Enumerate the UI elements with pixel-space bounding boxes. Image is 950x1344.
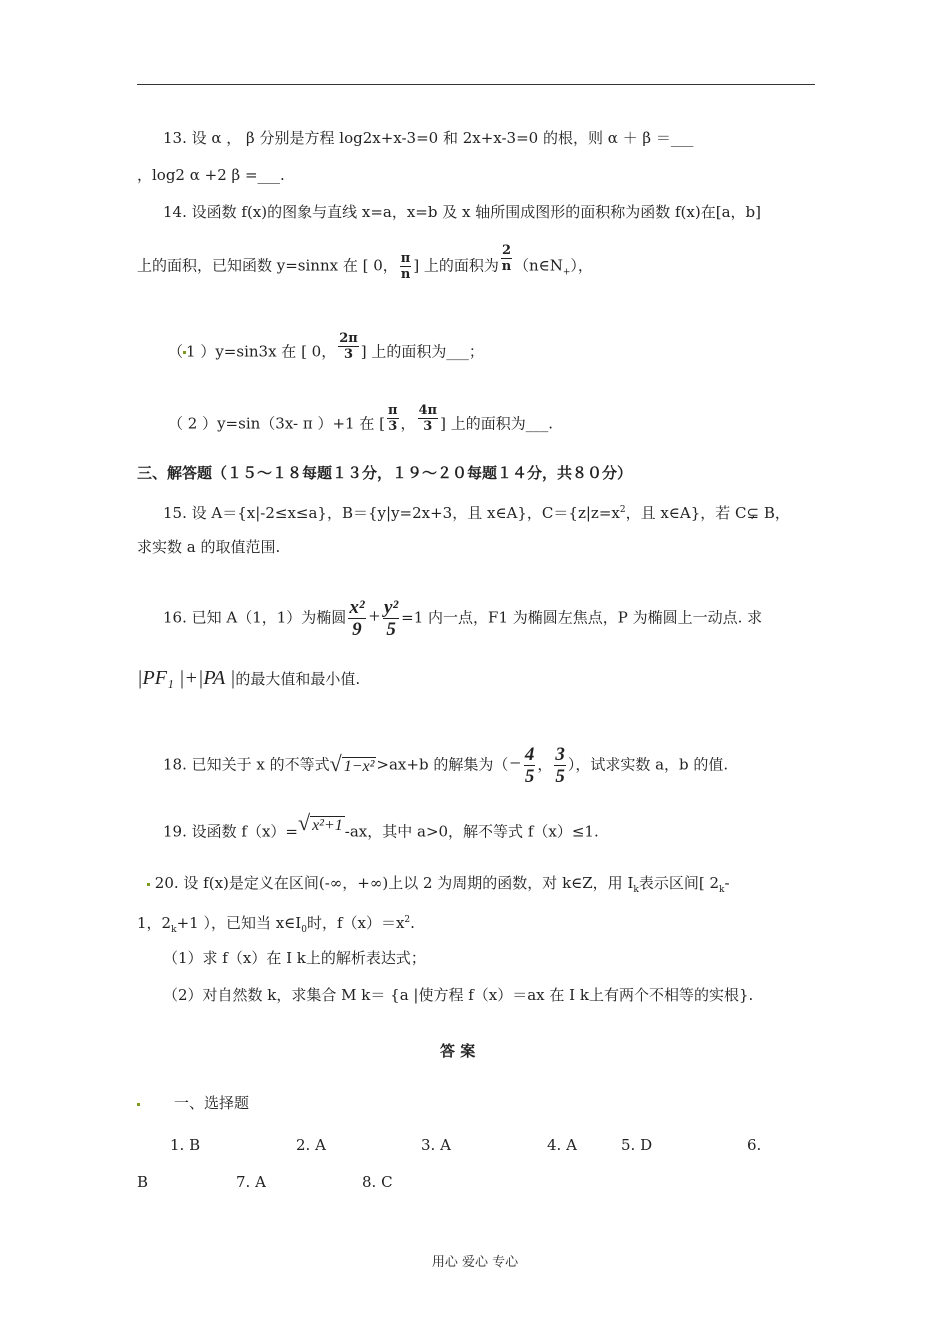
answers-title: 答 案	[440, 1042, 476, 1060]
q13-line1: 13. 设 α ， β 分别是方程 log2x+x-3=0 和 2x+x-3=0 的根，则 α ＋ β ＝___	[163, 129, 694, 147]
q19-line: 19. 设函数 f（x）=√ x²+1 -ax，其中 a>0，解不等式 f（x）≤1.	[163, 810, 599, 841]
marker-dot	[137, 1103, 140, 1106]
q20-part2: （2）对自然数 k，求集合 M k＝ {a |使方程 f（x）＝ax 在 I k上有两个不相等的实根}.	[163, 986, 754, 1004]
q16-line1: 16. 已知 A（1，1）为椭圆 $\frac{\text{x²}}{9}$ + $\frac{\text{y²}}{5}$ =1 内一点，F1 为椭圆左焦点，P 为椭圆上一动点. 求	[163, 597, 763, 640]
q13-line2: ，log2 α +2 β =___.	[137, 166, 285, 184]
fraction-3-over-5: $\frac{3}{5}$	[555, 744, 565, 787]
fraction-x2-over-9: $\frac{\text{x²}}{9}$	[349, 597, 365, 640]
marker-dot	[147, 883, 150, 886]
section-3-heading: 三、解答题（１５～１８每题１３分，１９～２０每题１４分，共８０分）	[137, 464, 633, 482]
answer-6-value: B	[137, 1173, 149, 1191]
q14-line1: 14. 设函数 f(x)的图象与直线 x=a，x=b 及 x 轴所围成图形的面积称为函数 f(x)在[a，b]	[163, 203, 761, 221]
answer-4: 4. A	[547, 1136, 577, 1154]
answer-2: 2. A	[296, 1136, 326, 1154]
fraction-pi-over-3: $\frac{\pi}{3}$	[387, 403, 398, 434]
fraction-4-over-5: $\frac{4}{5}$	[524, 744, 535, 787]
q14-part2: （ 2 ）y=sin（3x- π ）+1 在 [ $\frac{\pi}{3}$ ， $\frac{4\pi}{3}$ ] 上的面积为___.	[168, 403, 553, 434]
answer-3: 3. A	[421, 1136, 451, 1154]
q14-line2: 上的面积，已知函数 y=sinnx 在 [ 0， $\frac{\pi}{n}$ ] 上的面积为 $\frac{2}{n}$ $(n\in N_+)$，	[137, 243, 593, 282]
answer-8: 8. C	[362, 1173, 393, 1191]
q14-part1: （ 1 ）y=sin3x 在 [ 0， $\frac{2\pi}{3}$ ] 上的面积为___；	[168, 331, 484, 362]
answer-1: 1. B	[170, 1136, 201, 1154]
fraction-2pi-over-3: $\frac{2\pi}{3}$	[339, 331, 358, 362]
fraction-y2-over-5: $\frac{\text{y²}}{5}$	[384, 597, 399, 640]
q16-line2: |PF₁ |+|PA |的最大值和最小值.	[137, 667, 361, 689]
fraction-4pi-over-3: $\frac{4\pi}{3}$	[418, 403, 438, 434]
q15-line2: 求实数 a 的取值范围.	[137, 538, 281, 556]
fraction-pi-over-n: $\frac{\pi}{n}$	[400, 251, 411, 282]
q20-part1: （1）求 f（x）在 I k上的解析表达式；	[163, 949, 426, 967]
header-rule	[137, 84, 815, 85]
q18-line: 18. 已知关于 x 的不等式√ 1−x² >ax+b 的解集为（− $\frac{4}{5}$ ， $\frac{3}{5}$ ），试求实数 a，b 的值.	[163, 744, 729, 787]
fraction-2-over-n: $\frac{2}{n}$	[501, 243, 512, 274]
focal-sum-expression: |PF₁ |+|PA |	[137, 667, 236, 689]
page-footer: 用心 爱心 专心	[431, 1255, 519, 1270]
answer-6-label: 6.	[747, 1136, 762, 1154]
answer-7: 7. A	[236, 1173, 266, 1191]
sqrt-expression: √ 1−x²	[329, 751, 375, 776]
answer-5: 5. D	[621, 1136, 653, 1154]
q15-line1: 15. 设 A＝{x|-2≤x≤a}，B＝{y|y=2x+3，且 x∈A}，$C=\{z|z=x^2$，且 x∈A}，若 C⊊ B，	[163, 504, 790, 522]
q20-line2: 1，$2_k+1$ ），已知当 $x\in I_0$时，$f(x)=x^2$.	[137, 914, 415, 935]
q20-line1: 20. 设 f(x)是定义在区间(-∞，+∞)上以 2 为周期的函数，对 k∈Z，用 $I_k$表示区间[ $2_k-$	[147, 873, 730, 900]
answers-section-1: 一、选择题	[137, 1093, 249, 1113]
sqrt-expression: √ x²+1	[297, 810, 343, 835]
